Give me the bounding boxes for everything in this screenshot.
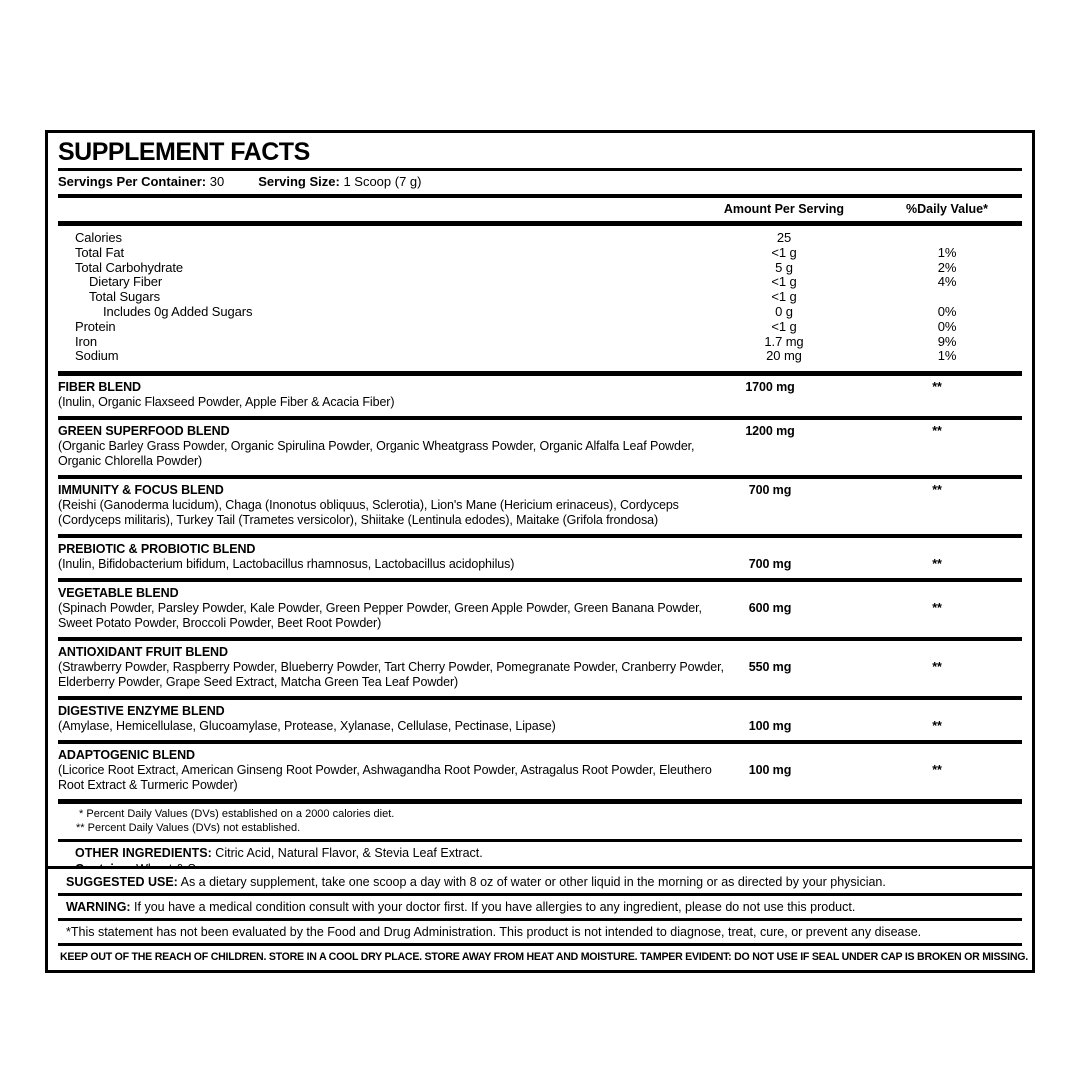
blend-ingredients-line: Root Extract & Turmeric Powder) <box>58 778 238 793</box>
blend-dv: ** <box>932 424 942 439</box>
supplement-facts-panel <box>45 130 1035 891</box>
table-row <box>58 320 1022 335</box>
nutrient-amount: <1 g <box>771 244 797 260</box>
blend-ingredients-line: (Cordyceps militaris), Turkey Tail (Trametes versicolor), Shiitake (Lentinula edodes), Maitake (Grifola frondosa) <box>58 513 659 528</box>
blend-amount: 700 mg <box>748 557 792 572</box>
nutrient-dv <box>872 290 1022 305</box>
blend-section-immunity-focus <box>58 479 1022 534</box>
blend-title: ADAPTOGENIC BLEND <box>58 748 195 763</box>
blend-amount: 600 mg <box>748 601 792 616</box>
serving-size-label: Serving Size: <box>258 174 340 189</box>
nutrient-dv: 1% <box>937 348 957 364</box>
blend-dv: ** <box>932 483 942 498</box>
nutrient-amount: 1.7 mg <box>764 333 804 349</box>
nutrient-amount: 5 g <box>775 259 793 275</box>
table-row <box>58 305 1022 320</box>
nutrient-dv: 4% <box>937 274 957 290</box>
blend-title: PREBIOTIC & PROBIOTIC BLEND <box>58 542 256 557</box>
blend-dv: ** <box>932 601 942 616</box>
blend-ingredients-line: Sweet Potato Powder, Broccoli Powder, Beet Root Powder) <box>58 616 382 631</box>
nutrient-table <box>58 226 1022 371</box>
nutrient-dv <box>872 231 1022 246</box>
blend-amount: 550 mg <box>748 660 792 675</box>
nutrient-amount: <1 g <box>771 318 797 334</box>
blend-dv: ** <box>932 380 942 395</box>
blend-section-adaptogenic <box>58 744 1022 799</box>
amount-column-header: Amount Per Serving <box>723 202 845 216</box>
nutrient-amount: <1 g <box>771 274 797 290</box>
nutrient-amount: <1 g <box>771 289 797 305</box>
blend-ingredients-line: (Organic Barley Grass Powder, Organic Spirulina Powder, Organic Wheatgrass Powder, Organic Alfalfa Leaf Powder, <box>58 439 695 454</box>
blend-ingredients-line: (Inulin, Organic Flaxseed Powder, Apple Fiber & Acacia Fiber) <box>58 395 395 410</box>
blend-section-antioxidant-fruit <box>58 641 1022 696</box>
nutrient-dv: 1% <box>937 244 957 260</box>
blend-ingredients-line: (Strawberry Powder, Raspberry Powder, Blueberry Powder, Tart Cherry Powder, Pomegranate Powder, Cranberry Powder, <box>58 660 724 675</box>
warning-label: WARNING: <box>66 900 131 914</box>
table-row <box>58 349 1022 364</box>
nutrient-name: Total Sugars <box>89 289 161 305</box>
fda-statement-row: *This statement has not been evaluated by the Food and Drug Administration. This product is not intended to diagnose, treat, cure, or prevent any disease. <box>66 925 922 939</box>
nutrient-name: Total Carbohydrate <box>75 259 184 275</box>
nutrient-name: Total Fat <box>75 244 124 260</box>
blend-section-green-superfood <box>58 420 1022 475</box>
nutrient-amount: 25 <box>776 230 792 245</box>
blend-ingredients-line: (Reishi (Ganoderma lucidum), Chaga (Inonotus obliquus, Sclerotia), Lion's Mane (Hericium erinaceus), Cordyceps <box>58 498 679 513</box>
nutrient-name: Iron <box>75 333 98 349</box>
blend-dv: ** <box>932 763 942 778</box>
servings-per-container-value: 30 <box>206 174 225 189</box>
blend-amount: 100 mg <box>748 719 792 734</box>
other-ingredients-line <box>75 846 1022 862</box>
serving-info <box>58 171 1022 194</box>
advisory-panel <box>45 866 1035 973</box>
storage-statement-row: KEEP OUT OF THE REACH OF CHILDREN. STORE IN A COOL DRY PLACE. STORE AWAY FROM HEAT AND MOISTURE. TAMPER EVIDENT: DO NOT USE IF SEAL UNDER CAP IS BROKEN OR MISSING. <box>60 951 1028 963</box>
blend-dv: ** <box>932 719 942 734</box>
blend-amount: 1200 mg <box>745 424 795 439</box>
nutrient-amount: 0 g <box>775 303 793 319</box>
suggested-use-label: SUGGESTED USE: <box>66 875 178 889</box>
header-spacer <box>58 202 696 217</box>
table-header <box>58 198 1022 221</box>
serving-size-value: 1 Scoop (7 g) <box>339 174 422 189</box>
nutrient-amount: 20 mg <box>766 348 802 364</box>
servings-per-container <box>58 174 224 190</box>
footnote-dv-not-established: ** Percent Daily Values (DVs) not established. <box>76 821 301 834</box>
blend-section-vegetable <box>58 582 1022 637</box>
blend-title: GREEN SUPERFOOD BLEND <box>58 424 230 439</box>
table-row <box>58 290 1022 305</box>
blend-section-fiber <box>58 376 1022 416</box>
warning-text: If you have a medical condition consult with your doctor first. If you have allergies to any ingredient, please do not use this product. <box>130 900 856 914</box>
blend-ingredients-line: (Inulin, Bifidobacterium bifidum, Lactobacillus rhamnosus, Lactobacillus acidophilus) <box>58 557 515 572</box>
blend-amount: 100 mg <box>748 763 792 778</box>
blend-title: DIGESTIVE ENZYME BLEND <box>58 704 225 719</box>
nutrient-dv: 9% <box>937 333 957 349</box>
blend-ingredients-line: Organic Chlorella Powder) <box>58 454 203 469</box>
table-row <box>58 335 1022 350</box>
suggested-use-row <box>58 871 1022 893</box>
blend-ingredients-line: Elderberry Powder, Grape Seed Extract, Matcha Green Tea Leaf Powder) <box>58 675 459 690</box>
table-row <box>58 246 1022 261</box>
nutrient-name: Protein <box>75 318 116 334</box>
blend-dv: ** <box>932 660 942 675</box>
blend-ingredients-line: (Spinach Powder, Parsley Powder, Kale Powder, Green Pepper Powder, Green Apple Powder, Green Banana Powder, <box>58 601 702 616</box>
blend-section-prebiotic-probiotic <box>58 538 1022 578</box>
blend-title: VEGETABLE BLEND <box>58 586 179 601</box>
suggested-use-text: As a dietary supplement, take one scoop a day with 8 oz of water or other liquid in the morning or as directed by your physician. <box>177 875 886 889</box>
blend-amount: 700 mg <box>748 483 792 498</box>
nutrient-dv: 0% <box>937 318 957 334</box>
serving-size <box>258 174 421 190</box>
nutrient-name: Dietary Fiber <box>89 274 163 290</box>
blend-section-digestive-enzyme <box>58 700 1022 740</box>
servings-per-container-label: Servings Per Container: <box>58 174 207 189</box>
table-row <box>58 275 1022 290</box>
blend-amount: 1700 mg <box>745 380 795 395</box>
nutrient-name: Sodium <box>75 348 119 364</box>
warning-row <box>58 896 1022 918</box>
panel-title: SUPPLEMENT FACTS <box>58 138 310 166</box>
blend-title: FIBER BLEND <box>58 380 141 395</box>
other-ingredients-label: OTHER INGREDIENTS: <box>75 846 212 861</box>
dv-footnotes <box>58 804 1022 839</box>
dv-column-header: %Daily Value* <box>906 202 988 216</box>
nutrient-name: Includes 0g Added Sugars <box>103 303 253 319</box>
table-row <box>58 231 1022 246</box>
blend-dv: ** <box>932 557 942 572</box>
nutrient-dv: 0% <box>937 303 957 319</box>
table-row <box>58 261 1022 276</box>
nutrient-dv: 2% <box>937 259 957 275</box>
footnote-dv-established: * Percent Daily Values (DVs) established on a 2000 calories diet. <box>76 808 395 821</box>
blend-title: ANTIOXIDANT FRUIT BLEND <box>58 645 228 660</box>
nutrient-name: Calories <box>75 230 122 245</box>
blend-ingredients-line: (Licorice Root Extract, American Ginseng Root Powder, Ashwagandha Root Powder, Astragalus Root Powder, Eleuthero <box>58 763 712 778</box>
blend-title: IMMUNITY & FOCUS BLEND <box>58 483 224 498</box>
blend-ingredients-line: (Amylase, Hemicellulase, Glucoamylase, Protease, Xylanase, Cellulase, Pectinase, Lipase) <box>58 719 556 734</box>
other-ingredients-text: Citric Acid, Natural Flavor, & Stevia Leaf Extract. <box>211 846 483 861</box>
